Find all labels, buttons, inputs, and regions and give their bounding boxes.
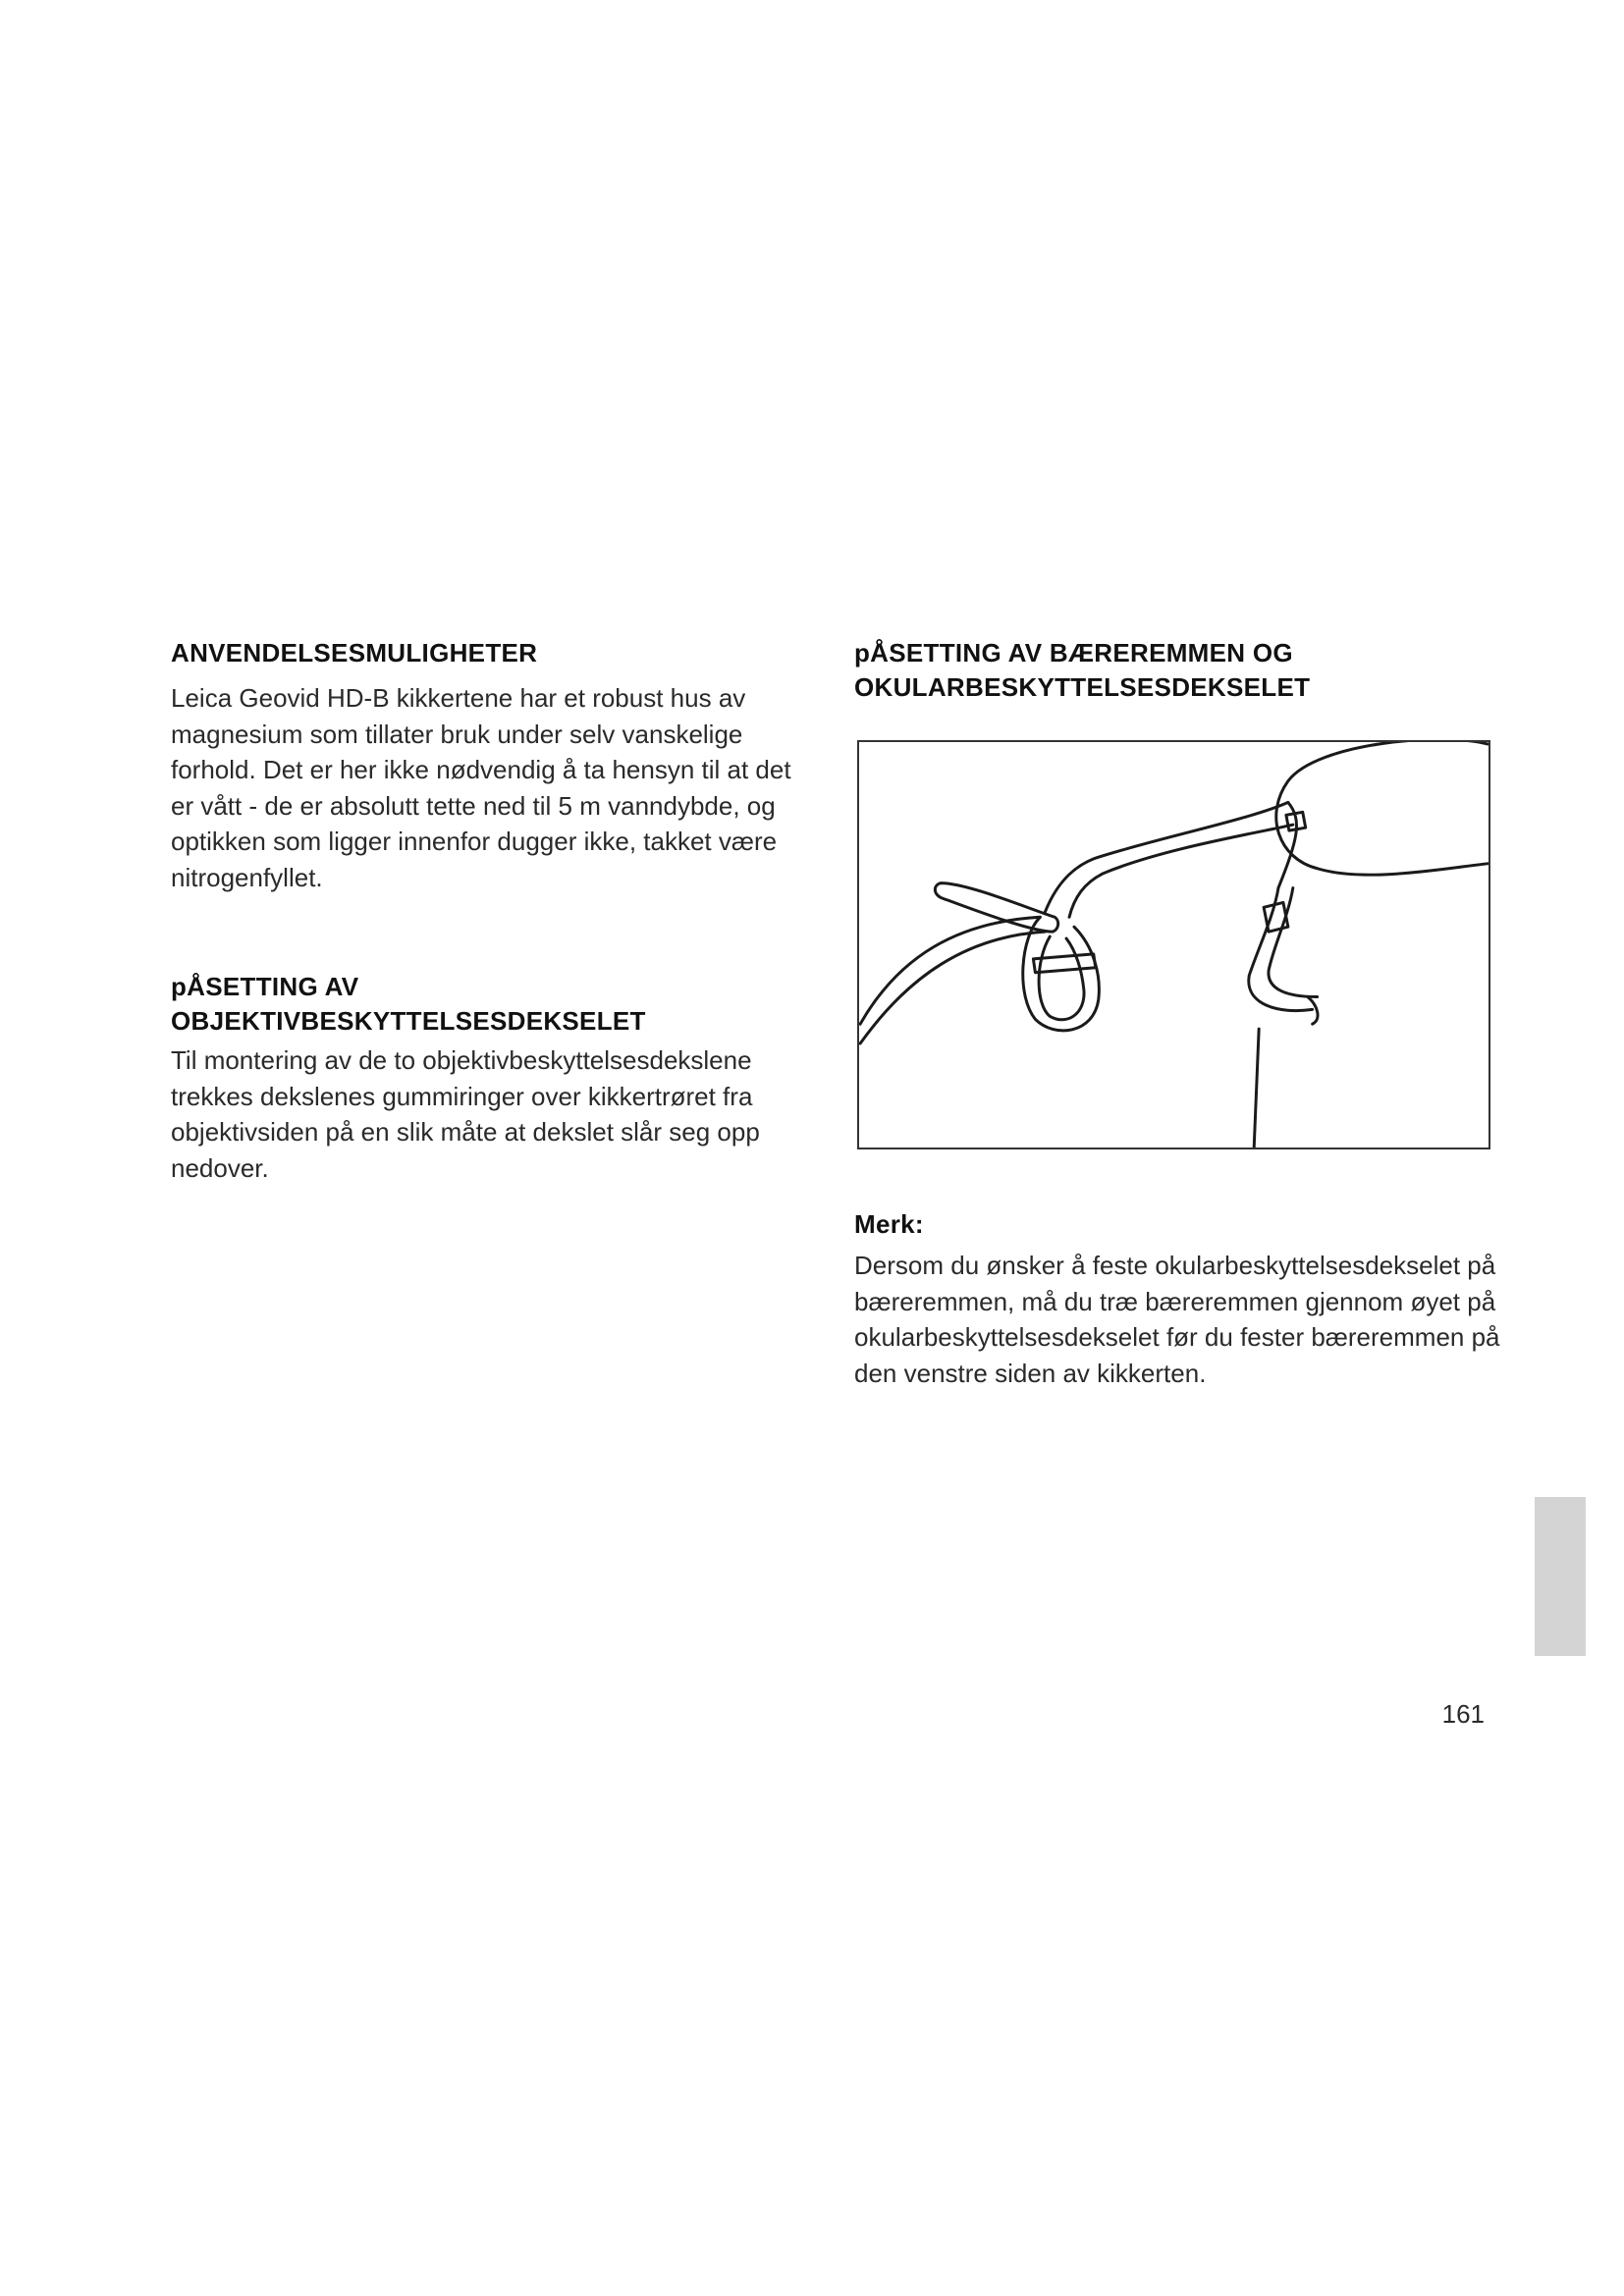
chapter-tab-marker — [1535, 1497, 1586, 1656]
objective-cover-section — [171, 970, 819, 1186]
binocular-eyecup-outline — [1276, 742, 1488, 875]
strap-illustration — [857, 740, 1490, 1149]
usage-section — [171, 636, 819, 895]
strap-illustration-drawing — [859, 742, 1489, 1148]
note-heading: Merk: — [854, 1209, 924, 1239]
note-body: Dersom du ønsker å feste okularbeskyttelsesdekselet på bæreremmen, må du træ bæreremmen gjennom øyet på okularbeskyttelsesdekselet før du fester bæreremmen på den venstre siden av kikkerten. — [854, 1251, 1500, 1388]
page-number: 161 — [1441, 1699, 1485, 1729]
objective-cover-heading: pÅSETTING AV OBJEKTIVBESKYTTELSESDEKSELET — [171, 972, 646, 1036]
note-section — [854, 1207, 1502, 1391]
usage-heading: ANVENDELSESMULIGHETER — [171, 638, 538, 667]
strap-section — [854, 636, 1502, 705]
strap-heading: pÅSETTING AV BÆREREMMEN OG OKULARBESKYTTELSESDEKSELET — [854, 638, 1311, 702]
left-column — [171, 636, 819, 1186]
usage-body: Leica Geovid HD-B kikkertene har et robust hus av magnesium som tillater bruk under selv vanskelige forhold. Det er her ikke nødvendig å ta hensyn til at det er vått - de er absolutt tette ned til 5 m vanndybde, og optikken som ligger innenfor dugger ikke, takket være nitrogenfyllet. — [171, 683, 791, 892]
objective-cover-body: Til montering av de to objektivbeskyttelsesdekslene trekkes dekslenes gummiringer over kikkertrøret fra objektivsiden på en slik måte at dekslet slår seg opp nedover. — [171, 1045, 760, 1183]
right-column — [854, 636, 1502, 705]
